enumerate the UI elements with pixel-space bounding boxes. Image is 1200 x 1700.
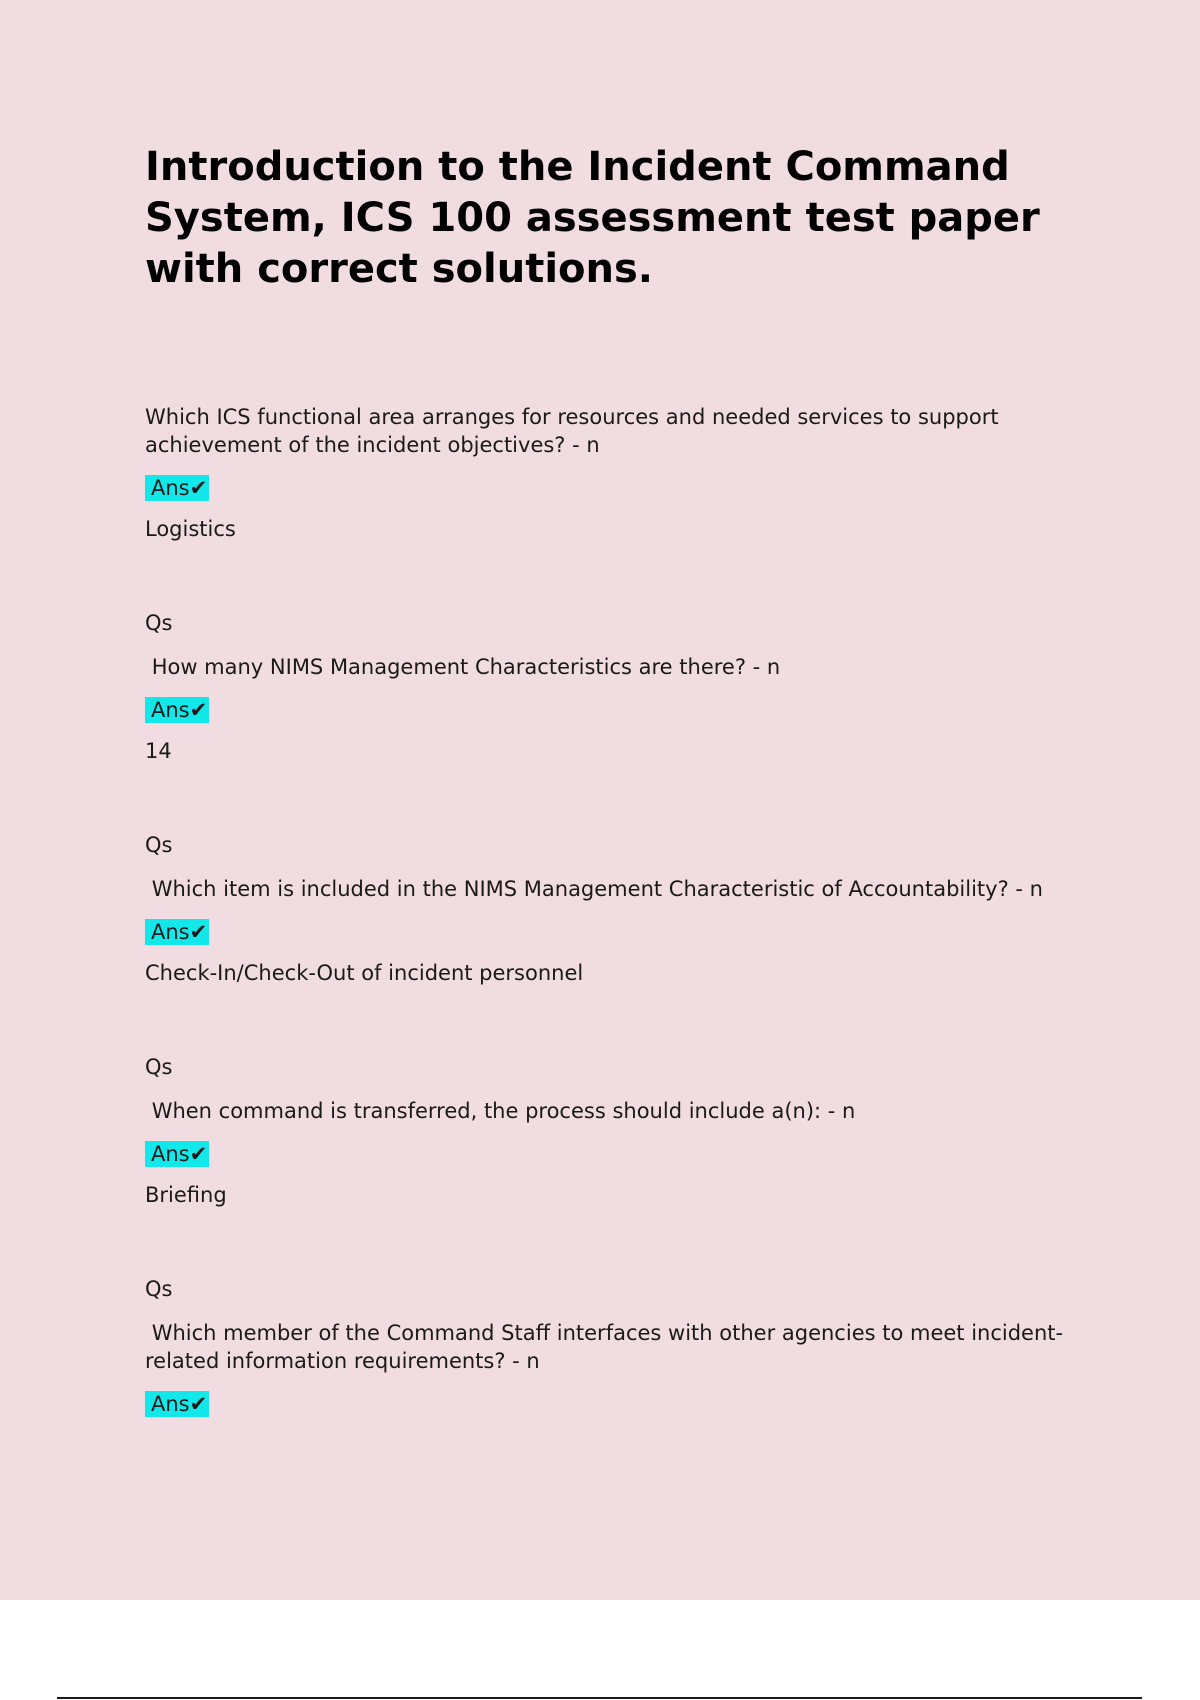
qs-label: Qs	[145, 611, 173, 635]
qs-label: Qs	[145, 1277, 173, 1301]
question-item	[145, 1275, 1085, 1417]
question-item	[145, 831, 1085, 987]
question-list	[145, 403, 1085, 1417]
answer-text: Briefing	[145, 1183, 227, 1207]
answer-text: Logistics	[145, 517, 236, 541]
question-text: Which item is included in the NIMS Management Characteristic of Accountability? - n	[145, 877, 1043, 901]
question-item	[145, 1053, 1085, 1209]
document-content	[145, 142, 1085, 1417]
answer-tag: Ans✔	[145, 919, 209, 945]
question-item	[145, 403, 1085, 543]
question-text: When command is transferred, the process should include a(n): - n	[145, 1099, 856, 1123]
question-text: How many NIMS Management Characteristics are there? - n	[145, 655, 781, 679]
answer-tag: Ans✔	[145, 475, 209, 501]
footer-divider	[57, 1697, 1142, 1699]
answer-tag: Ans✔	[145, 1391, 209, 1417]
question-text: Which member of the Command Staff interfaces with other agencies to meet incident-related information requirements? - n	[145, 1321, 1064, 1373]
document-title: Introduction to the Incident Command System, ICS 100 assessment test paper with correct solutions.	[145, 144, 1040, 292]
answer-tag: Ans✔	[145, 697, 209, 723]
question-text: Which ICS functional area arranges for resources and needed services to support achievement of the incident objectives? - n	[145, 405, 1006, 457]
answer-tag: Ans✔	[145, 1141, 209, 1167]
answer-text: Check-In/Check-Out of incident personnel	[145, 961, 584, 985]
qs-label: Qs	[145, 833, 173, 857]
qs-label: Qs	[145, 1055, 173, 1079]
answer-text: 14	[145, 739, 172, 763]
question-item	[145, 609, 1085, 765]
